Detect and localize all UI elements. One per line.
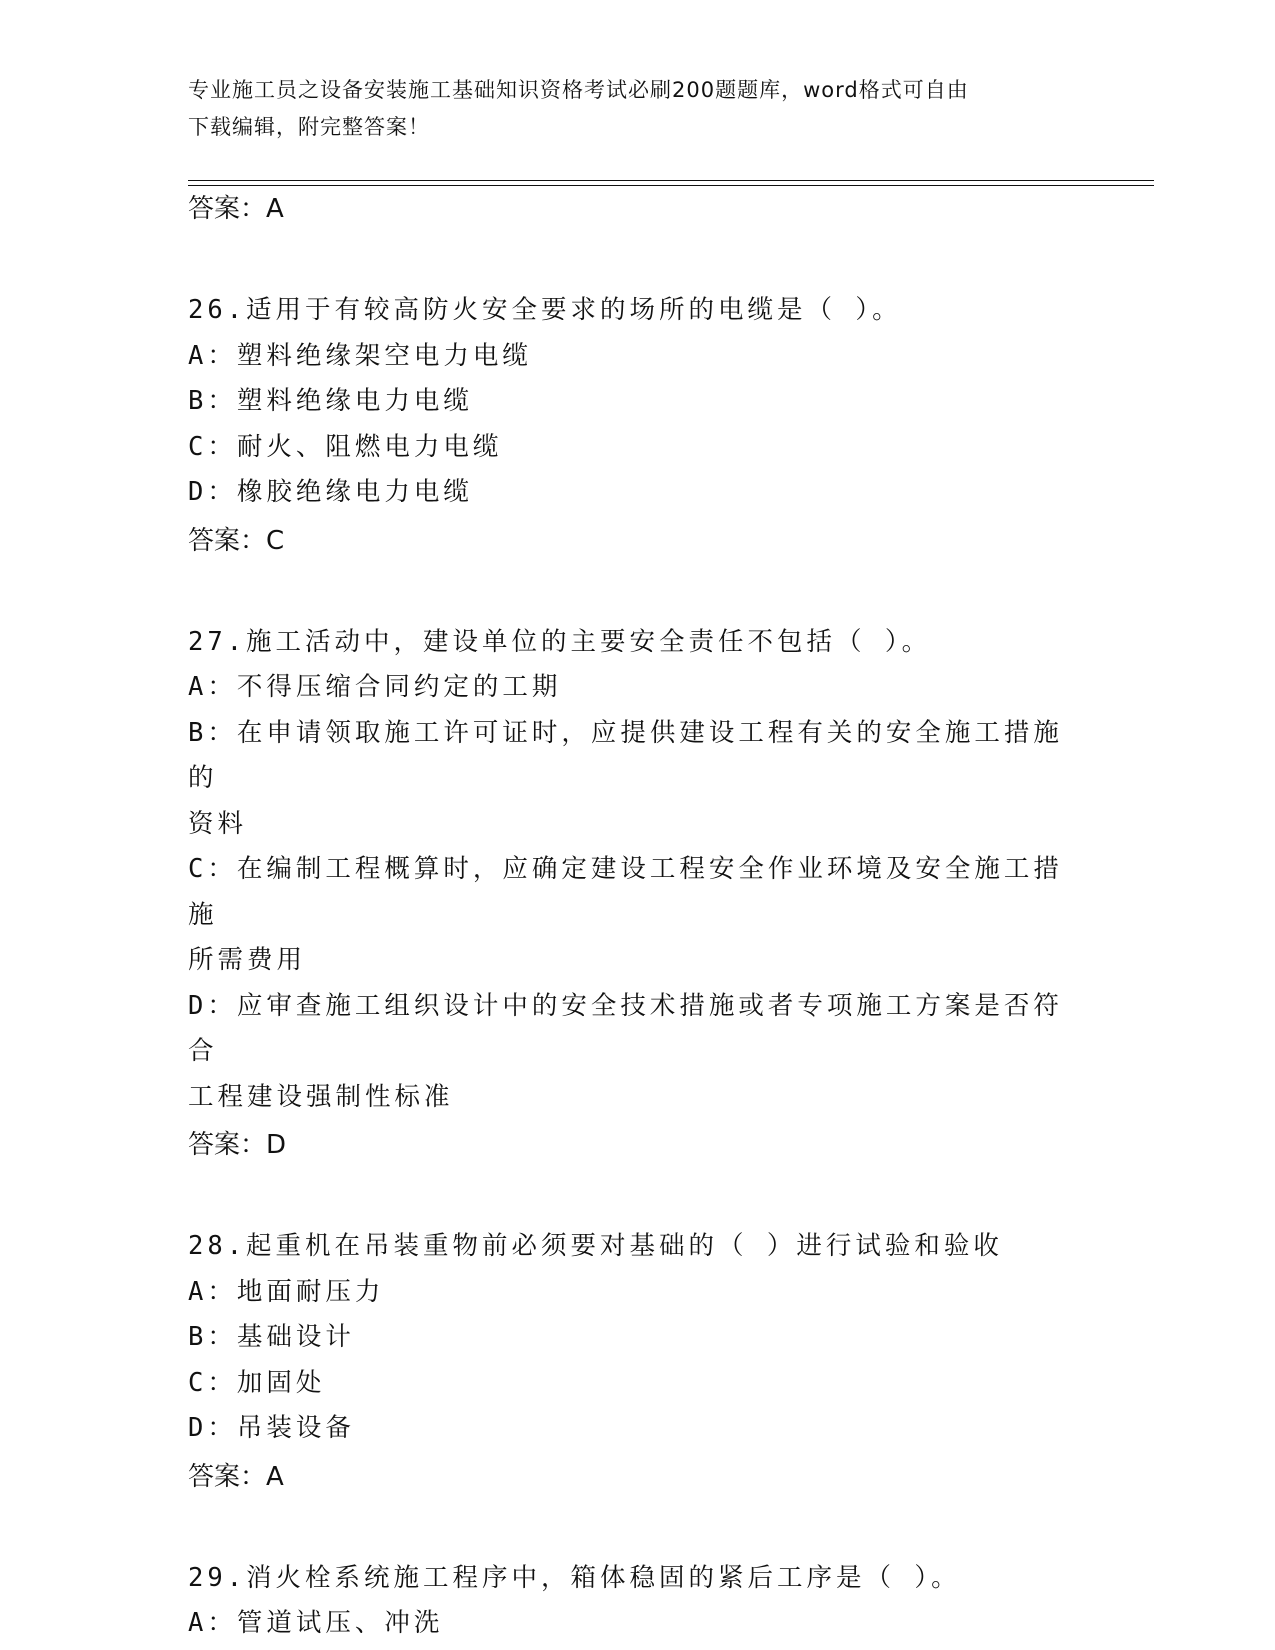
option-c: C：加固处 <box>188 1367 326 1398</box>
header-line-1: 专业施工员之设备安装施工基础知识资格考试必刷200题题库，word格式可自由 <box>188 78 969 102</box>
document-header <box>188 72 1068 146</box>
option-d: D：应审查施工组织设计中的安全技术措施或者专项施工方案是否符合 <box>188 990 1063 1066</box>
option-c: C：耐火、阻燃电力电缆 <box>188 431 503 462</box>
question-block <box>188 1224 1088 1495</box>
answer-line: 答案：C <box>188 525 285 556</box>
option-a: A：管道试压、冲洗 <box>188 1608 444 1638</box>
option-a: A：地面耐压力 <box>188 1276 385 1307</box>
header-line-2: 下载编辑，附完整答案！ <box>188 115 430 139</box>
question-text: 26.适用于有较高防火安全要求的场所的电缆是（ ）。 <box>188 295 902 325</box>
option-c-continued: 所需费用 <box>188 945 307 975</box>
question-block <box>188 288 1088 559</box>
option-d-continued: 工程建设强制性标准 <box>188 1081 454 1112</box>
option-a: A：塑料绝缘架空电力电缆 <box>188 340 532 371</box>
answer-line: 答案：A <box>188 194 284 224</box>
option-c: C：在编制工程概算时，应确定建设工程安全作业环境及安全施工措施 <box>188 854 1063 930</box>
option-d: D：橡胶绝缘电力电缆 <box>188 477 473 507</box>
header-rule-bottom <box>188 185 1154 186</box>
option-a: A：不得压缩合同约定的工期 <box>188 672 562 702</box>
question-text: 27.施工活动中，建设单位的主要安全责任不包括（ ）。 <box>188 626 932 657</box>
answer-line: 答案：A <box>188 1461 284 1492</box>
question-block <box>188 620 1088 1164</box>
option-b: B：基础设计 <box>188 1322 355 1352</box>
question-text: 28.起重机在吊装重物前必须要对基础的（ ）进行试验和验收 <box>188 1231 1003 1261</box>
question-text: 29.消火栓系统施工程序中，箱体稳固的紧后工序是（ ）。 <box>188 1562 961 1593</box>
answer-line: 答案：D <box>188 1130 287 1160</box>
option-b: B：塑料绝缘电力电缆 <box>188 386 473 416</box>
option-b: B：在申请领取施工许可证时，应提供建设工程有关的安全施工措施的 <box>188 717 1063 793</box>
header-rule-top <box>188 180 1154 181</box>
option-b-continued: 资料 <box>188 808 248 839</box>
question-block <box>188 1556 1088 1647</box>
option-d: D：吊装设备 <box>188 1413 355 1443</box>
question-list <box>188 191 1088 1647</box>
